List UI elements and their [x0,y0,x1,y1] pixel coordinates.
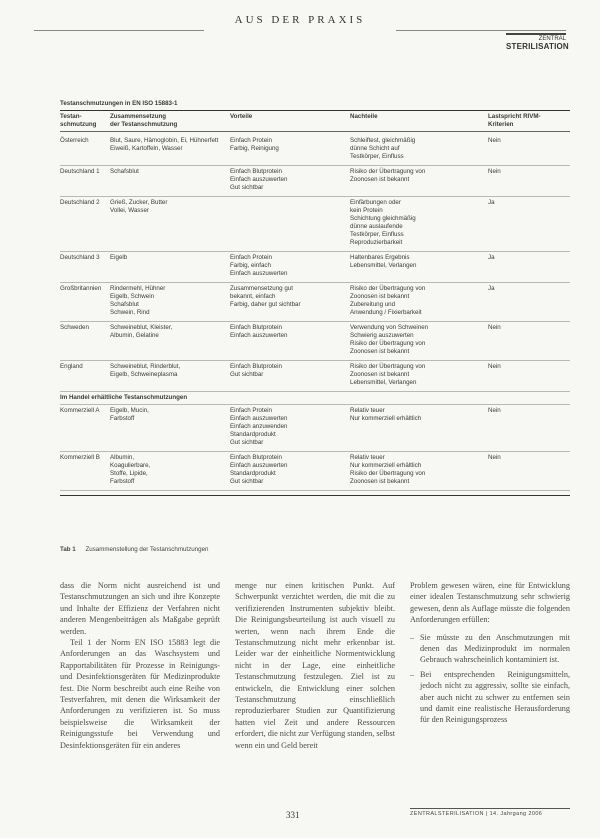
section-label: Im Handel erhältliche Testanschmutzungen [60,392,570,405]
table-cell-name: Kommerziell B [60,454,100,461]
table-cell-disadvantages: Risiko der Übertragung von Zoonosen ist bekannt [350,168,426,183]
table-caption [60,546,208,553]
column-header: Nachteile [350,113,378,120]
running-title: AUS DER PRAXIS [234,14,366,26]
paragraph: menge nur einen kritischen Punkt. Auf Schwerpunkt verzichtet werden, die mit die zu verifizierenden Instrumenten subjektiv bleibt. Die Reinigungsbeurteilung ist auch visuell zu werten, wenn nach ihrem Ende die Testanschmutzung nicht mehr erkennbar ist. Leider war der einheitliche Normentwicklung nicht in der Lage, eine einheitliche Testanschmutzung festzulegen. Ziel ist zu entwickeln, die Entwicklung einer solchen Testanschmutzung einschließlich reproduzierbarer Studien zur Quantifizierung hatten viel Zeit und andere Ressourcen erfordert, die nicht zur Verfügung standen, selbst wenn ein und Geld bereit [235,581,395,750]
paragraph: Teil 1 der Norm EN ISO 15883 legt die Anforderungen an das Waschsystem und Rapportabilitäten für Prozesse in Reinigungs- und Desinfektionsgeräten für Medizinprodukte fest. Die Norm beschreibt auch eine Reihe von Testverfahren, mit denen die Wirksamkeit der Anforderungen zu verifizieren ist. So muss beispielsweise die Wirksamkeit der Reinigungsstufe bei Verwendung und Desinfektionsgeräten für ein anderes [60,638,220,750]
table-cell-disadvantages: Haltenbares Ergebnis Lebensmittel, Verlangen [350,254,417,269]
table-cell-composition: Eigelb, Mucin, Farbstoff [110,407,149,422]
table-cell-composition: Rindermehl, Hühner Eigelb, Schwein Schafsblut Schwein, Rind [110,285,166,316]
table-row [60,322,570,361]
table-title: Testanschmutzungen in EN ISO 15883-1 [60,100,178,107]
article-body [60,580,570,790]
table-cell-rivm: Nein [488,137,501,144]
table-cell-disadvantages: Relativ teuer Nur kommerziell erhältlich [350,407,422,422]
table-cell-composition: Grieß, Zucker, Butter Vollei, Wasser [110,199,168,214]
logo-line-2: STERILISATION [506,42,569,51]
journal-footer: ZENTRALSTERILISATION | 14. Jahrgang 2006 [410,808,570,817]
table-cell-name: Deutschland 2 [60,199,100,206]
table-cell-name: Kommerziell A [60,407,100,414]
table-cell-rivm: Nein [488,454,501,461]
requirements-list [410,632,570,726]
table-cell-name: England [60,363,83,370]
table-body [60,135,570,392]
table-cell-advantages: Einfach Protein Einfach auszuwerten Einfach anzuwenden Standardprodukt Gut sichtbar [230,407,288,446]
commercial-table-body [60,405,570,491]
header-rule-right [396,30,566,31]
table-cell-advantages: Einfach Protein Farbig, einfach Einfach auszuwerten [230,254,288,277]
table-cell-rivm: Nein [488,168,501,175]
table-cell-advantages: Zusammensetzung gut bekannt, einfach Farbig, daher gut sichtbar [230,285,301,308]
column-header: Testan- schmutzung [60,113,97,128]
table-cell-composition: Albumin, Koagulierbare, Stoffe, Lipide, Farbstoff [110,454,151,485]
column-header: Lastspricht RIVM-Kriterien [488,113,541,128]
table-cell-name: Österreich [60,137,89,144]
table-cell-disadvantages: Schleiftest, gleichmäßig dünne Schicht auf Testkörper, Einfluss [350,137,416,160]
journal-logo [506,32,569,51]
column-header: Zusammensetzung der Testanschmutzung [110,113,178,128]
table-cell-name: Deutschland 3 [60,254,100,261]
table-cell-composition: Eigelb [110,254,128,261]
table-cell-rivm: Ja [488,199,495,206]
table-cell-rivm: Nein [488,363,501,370]
logo-bar [506,33,566,35]
table-cell-disadvantages: Risiko der Übertragung von Zoonosen ist bekannt Zubereitung und Anwendung / Fixierbarkeit [350,285,426,316]
table-cell-rivm: Ja [488,285,495,292]
table-row [60,361,570,392]
table-row [60,166,570,197]
table-row [60,197,570,252]
table-cell-advantages: Einfach Protein Farbig, Reinigung [230,137,279,152]
list-item: – Sie müsste zu den Anschmutzungen mit denen das Medizinprodukt im normalen Gebrauch wahrscheinlich kontaminiert ist. [420,632,570,666]
column-header: Vorteile [230,113,253,120]
table-cell-rivm: Ja [488,254,495,261]
text-column-3 [410,580,570,790]
list-item: – Bei entsprechenden Reinigungsmitteln, jedoch nicht zu aggressiv, sollte sie einfach, aber auch nicht zu schwer zu entfernen sein und damit eine realistische Herausforderung für den Reinigungsprozess [420,669,570,726]
table-row [60,405,570,452]
table-cell-advantages: Einfach Blutprotein Einfach auszuwerten Gut sichtbar [230,168,288,191]
table-cell-rivm: Nein [488,407,501,414]
logo-line-1: ZENTRAL [538,36,566,42]
table-header-row [60,113,570,132]
paragraph: Problem gewesen wären, eine für Entwicklung einer idealen Testanschmutzung sehr schwierig gewesen, denn als Auflage müsste die folgenden Anforderungen erfüllen: [410,581,570,625]
text-column-1 [60,580,220,790]
table-cell-disadvantages: Verwendung von Schweinen Schwierig auszuwerten Risiko der Übertragung von Zoonosen ist bekannt [350,324,429,355]
table-bottom-rule [60,495,570,496]
table-cell-name: Deutschland 1 [60,168,100,175]
testanschmutzung-table [60,100,570,496]
table-row [60,135,570,166]
table-row [60,452,570,491]
text-column-2 [235,580,395,790]
table-top-rule [60,110,570,111]
table-cell-disadvantages: Einfärbungen oder kein Protein Schichtung gleichmäßig dünne auslaufende Testkörper, Einfluss Reproduzierbarkeit [350,199,416,246]
table-cell-composition: Schafsblut [110,168,139,175]
table-cell-advantages [230,199,350,247]
page-number: 331 [286,810,300,820]
table-cell-advantages: Einfach Blutprotein Einfach auszuwerten Standardprodukt Gut sichtbar [230,454,288,485]
caption-text: Zusammenstellung der Testanschmutzungen [85,546,209,553]
table-row [60,283,570,322]
header-rule-left [34,30,204,31]
table-cell-disadvantages: Relativ teuer Nur kommerziell erhältlich Risiko der Übertragung von Zoonosen ist bekannt [350,454,426,485]
table-row [60,252,570,283]
table-cell-advantages: Einfach Blutprotein Einfach auszuwerten [230,324,288,339]
table-cell-advantages: Einfach Blutprotein Gut sichtbar [230,363,282,378]
table-cell-rivm: Nein [488,324,501,331]
caption-label: Tab 1 [60,546,76,553]
table-cell-composition: Schweineblut, Kleister, Albumin, Gelatine [110,324,173,339]
table-cell-disadvantages: Risiko der Übertragung von Zoonosen ist bekannt Lebensmittel, Verlangen [350,363,426,386]
table-cell-name: Schweden [60,324,89,331]
table-cell-name: Großbritannien [60,285,102,292]
table-cell-composition: Schweineblut, Rinderblut, Eigelb, Schweineplasma [110,363,181,378]
paragraph: dass die Norm nicht ausreichend ist und Testanschmutzungen an sich und ihre Konzepte und Inhalte der Effizienz der Verfahren nicht anderen Mengenbeiträgen als Maßgabe geprüft werden. [60,581,220,636]
table-cell-composition: Blut, Saure, Hämoglobin, Ei, Hühnerfett Eiweiß, Kartoffeln, Wasser [110,137,219,152]
